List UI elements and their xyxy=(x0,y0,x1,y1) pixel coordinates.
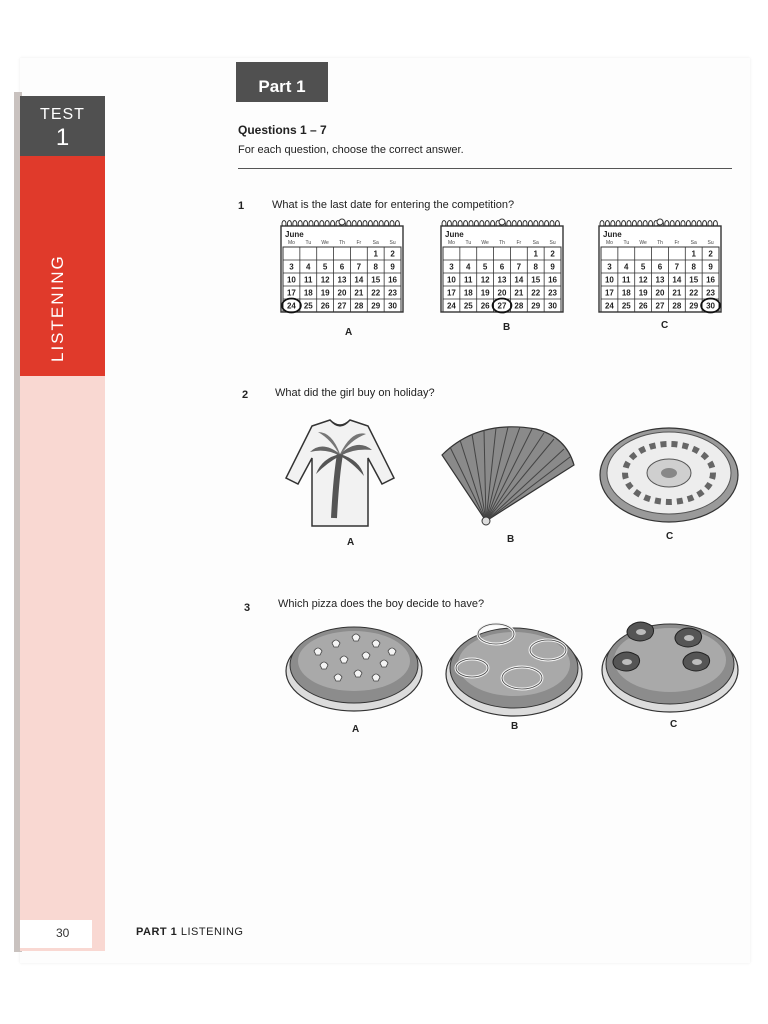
calendar-day: 1 xyxy=(691,249,696,259)
calendar-weekday: Sa xyxy=(532,240,539,246)
calendar-day: 29 xyxy=(531,301,541,311)
calendar-day: 1 xyxy=(533,249,538,259)
calendar-day: 21 xyxy=(514,288,524,298)
calendar-day: 28 xyxy=(672,301,682,311)
calendar-day: 12 xyxy=(480,275,490,285)
calendar-day: 5 xyxy=(482,262,488,272)
calendar-day: 18 xyxy=(303,288,313,298)
calendar-day: 15 xyxy=(371,275,381,285)
option-letter: B xyxy=(503,322,511,333)
divider xyxy=(238,168,732,169)
calendar-day: 25 xyxy=(463,301,473,311)
calendar-day: 10 xyxy=(446,275,456,285)
calendar-day: 9 xyxy=(550,262,555,272)
option-letter: C xyxy=(670,719,678,730)
calendar-day: 6 xyxy=(499,262,505,272)
calendar-day: 4 xyxy=(466,262,471,272)
calendar-weekday: We xyxy=(639,240,647,246)
calendar-day: 10 xyxy=(604,275,614,285)
calendar-day: 13 xyxy=(497,275,507,285)
t-shirt-palm-tree-icon xyxy=(282,418,398,530)
calendar-day: 21 xyxy=(354,288,364,298)
option-letter: C xyxy=(666,531,674,542)
calendar-day: 16 xyxy=(706,275,716,285)
calendar-day: 30 xyxy=(548,301,558,311)
calendar-day: 24 xyxy=(286,301,296,311)
calendar-day: 9 xyxy=(390,262,395,272)
calendar-day: 18 xyxy=(463,288,473,298)
calendar-weekday: Tu xyxy=(305,240,312,246)
calendar-day: 28 xyxy=(514,301,524,311)
calendar-day: 24 xyxy=(446,301,456,311)
calendar-day: 13 xyxy=(337,275,347,285)
calendar-day: 25 xyxy=(303,301,313,311)
calendar-day: 16 xyxy=(388,275,398,285)
option-letter: C xyxy=(661,320,669,331)
calendar-day: 16 xyxy=(548,275,558,285)
calendar-day: 7 xyxy=(674,262,680,272)
option-letter: B xyxy=(511,721,519,732)
calendar-day: 30 xyxy=(388,301,398,311)
calendar-day: 20 xyxy=(655,288,665,298)
calendar-day: 20 xyxy=(497,288,507,298)
calendar-day: 2 xyxy=(708,249,713,259)
calendar-icon xyxy=(440,218,564,314)
calendar-weekday: Mo xyxy=(287,240,295,246)
calendar-day: 6 xyxy=(657,262,663,272)
calendar-day: 3 xyxy=(449,262,454,272)
calendar-weekday: Tu xyxy=(623,240,630,246)
sidebar-lower-block xyxy=(20,376,105,951)
calendar-month: June xyxy=(445,230,464,239)
calendar-weekday: Sa xyxy=(690,240,697,246)
calendar-day: 3 xyxy=(289,262,294,272)
calendar-day: 18 xyxy=(621,288,631,298)
option-letter: A xyxy=(345,327,353,338)
calendar-day: 23 xyxy=(706,288,716,298)
calendar-day: 28 xyxy=(354,301,364,311)
test-label: TEST xyxy=(40,106,85,123)
pizza-onion-icon xyxy=(444,616,584,720)
calendar-weekday: Tu xyxy=(465,240,472,246)
option-letter: B xyxy=(507,534,515,545)
calendar-day: 21 xyxy=(672,288,682,298)
calendar-day: 5 xyxy=(322,262,328,272)
calendar-day: 15 xyxy=(531,275,541,285)
calendar-weekday: We xyxy=(321,240,329,246)
calendar-weekday: Su xyxy=(707,240,714,246)
calendar-day: 7 xyxy=(516,262,522,272)
instruction-text: For each question, choose the correct answer. xyxy=(238,144,464,156)
calendar-day: 20 xyxy=(337,288,347,298)
question-number: 1 xyxy=(238,200,245,212)
calendar-day: 25 xyxy=(621,301,631,311)
questions-heading: Questions 1 – 7 xyxy=(238,123,327,137)
question-number: 2 xyxy=(242,389,249,401)
calendar-day: 14 xyxy=(354,275,364,285)
calendar-day: 27 xyxy=(497,301,507,311)
calendar-day: 29 xyxy=(689,301,699,311)
option-letter: A xyxy=(347,537,355,548)
calendar-day: 3 xyxy=(607,262,612,272)
calendar-day: 2 xyxy=(390,249,395,259)
calendar-weekday: Fr xyxy=(674,240,680,246)
pizza-mushroom-icon xyxy=(284,615,424,715)
calendar-day: 23 xyxy=(548,288,558,298)
calendar-weekday: Su xyxy=(549,240,556,246)
calendar-day: 9 xyxy=(708,262,713,272)
calendar-day: 5 xyxy=(640,262,646,272)
calendar-day: 12 xyxy=(320,275,330,285)
calendar-day: 26 xyxy=(638,301,648,311)
calendar-day: 26 xyxy=(320,301,330,311)
calendar-day: 23 xyxy=(388,288,398,298)
calendar-day: 6 xyxy=(339,262,345,272)
page-number: 30 xyxy=(56,926,70,940)
pizza-pepper-icon xyxy=(600,612,740,716)
calendar-weekday: Th xyxy=(657,240,663,246)
calendar-day: 24 xyxy=(604,301,614,311)
calendar-day: 8 xyxy=(691,262,696,272)
calendar-day: 22 xyxy=(689,288,699,298)
calendar-day: 10 xyxy=(286,275,296,285)
calendar-day: 19 xyxy=(480,288,490,298)
calendar-day: 19 xyxy=(320,288,330,298)
decorative-plate-icon xyxy=(598,426,740,524)
calendar-day: 1 xyxy=(373,249,378,259)
calendar-day: 2 xyxy=(550,249,555,259)
calendar-month: June xyxy=(603,230,622,239)
calendar-day: 4 xyxy=(624,262,629,272)
section-label-vertical: LISTENING xyxy=(48,254,67,362)
calendar-month: June xyxy=(285,230,304,239)
calendar-day: 11 xyxy=(622,275,631,285)
calendar-weekday: Th xyxy=(339,240,345,246)
footer-part: PART 1 xyxy=(136,926,178,938)
calendar-day: 15 xyxy=(689,275,699,285)
calendar-day: 26 xyxy=(480,301,490,311)
question-text: Which pizza does the boy decide to have? xyxy=(278,598,485,610)
test-number: 1 xyxy=(55,124,70,151)
calendar-weekday: Su xyxy=(389,240,396,246)
calendar-day: 17 xyxy=(446,288,456,298)
calendar-day: 19 xyxy=(638,288,648,298)
calendar-day: 13 xyxy=(655,275,665,285)
calendar-day: 29 xyxy=(371,301,381,311)
calendar-day: 17 xyxy=(286,288,296,298)
calendar-icon xyxy=(598,218,722,314)
calendar-day: 11 xyxy=(464,275,473,285)
calendar-weekday: Fr xyxy=(356,240,362,246)
footer-section: LISTENING xyxy=(180,926,244,938)
question-text: What did the girl buy on holiday? xyxy=(275,387,435,399)
footer-running-title xyxy=(136,926,243,938)
calendar-weekday: We xyxy=(481,240,489,246)
calendar-day: 14 xyxy=(514,275,524,285)
calendar-weekday: Mo xyxy=(605,240,613,246)
calendar-day: 11 xyxy=(304,275,313,285)
option-letter: A xyxy=(352,724,360,735)
part-tab: Part 1 xyxy=(236,62,328,102)
calendar-day: 27 xyxy=(337,301,347,311)
calendar-day: 7 xyxy=(356,262,362,272)
calendar-day: 14 xyxy=(672,275,682,285)
calendar-day: 17 xyxy=(604,288,614,298)
calendar-day: 22 xyxy=(531,288,541,298)
hand-fan-icon xyxy=(438,425,578,529)
question-number: 3 xyxy=(244,602,251,614)
calendar-day: 8 xyxy=(373,262,378,272)
calendar-weekday: Sa xyxy=(372,240,379,246)
calendar-day: 4 xyxy=(306,262,311,272)
calendar-day: 12 xyxy=(638,275,648,285)
calendar-day: 30 xyxy=(706,301,716,311)
question-text: What is the last date for entering the competition? xyxy=(272,199,515,211)
calendar-day: 22 xyxy=(371,288,381,298)
calendar-day: 8 xyxy=(533,262,538,272)
calendar-icon xyxy=(280,218,404,314)
calendar-weekday: Th xyxy=(499,240,505,246)
calendar-weekday: Mo xyxy=(447,240,455,246)
calendar-weekday: Fr xyxy=(516,240,522,246)
calendar-day: 27 xyxy=(655,301,665,311)
